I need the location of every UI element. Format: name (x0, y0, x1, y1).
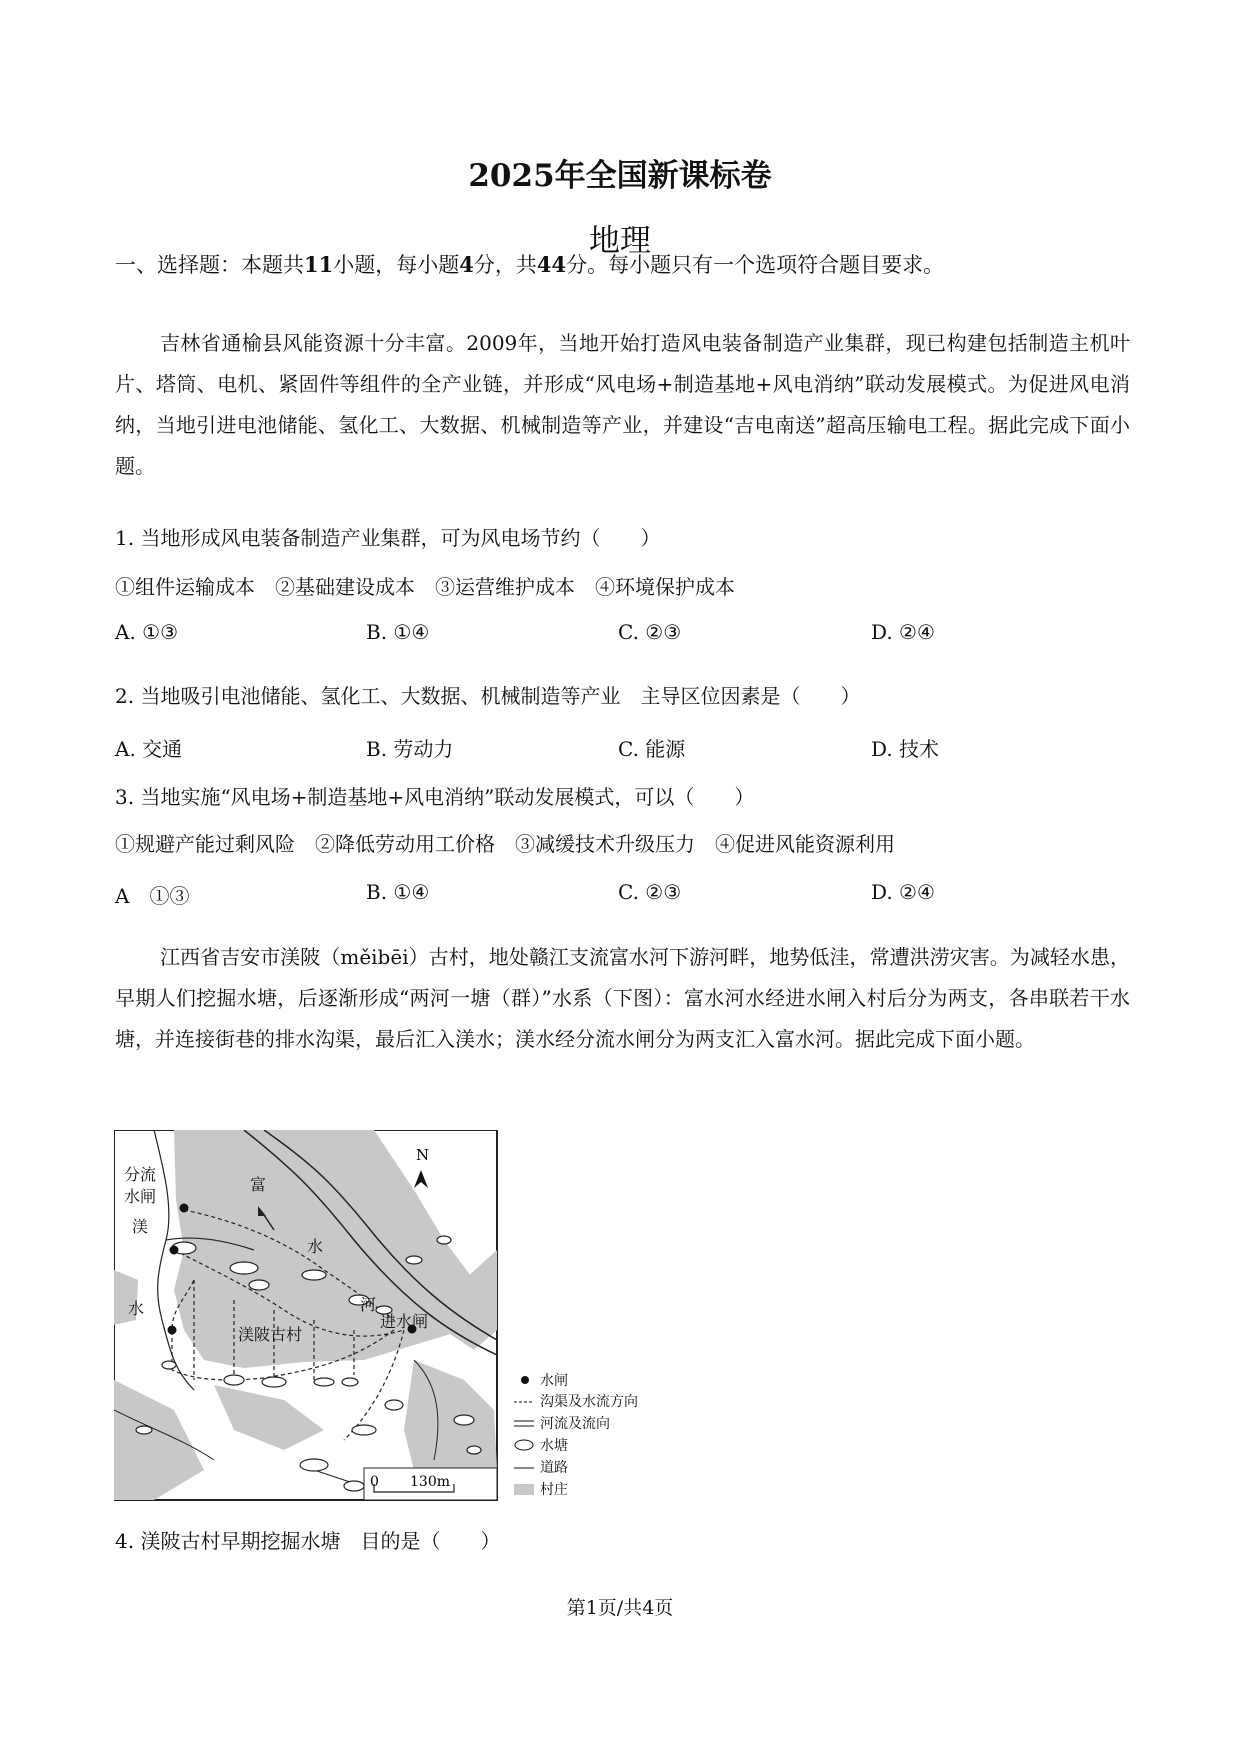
q2-option-b: B. 劳动力 (366, 737, 454, 761)
label-mei: 渼 (132, 1217, 149, 1236)
q3-option-b: B. ①④ (366, 880, 430, 904)
north-label: N (416, 1146, 430, 1164)
label-jinshuizha: 进水闸 (380, 1312, 429, 1331)
legend-road: 道路 (540, 1460, 568, 1476)
q1-option-d: D. ②④ (871, 620, 935, 644)
question-1-items: ①组件运输成本 ②基础建设成本 ③运营维护成本 ④环境保护成本 (115, 575, 735, 599)
label-fushui-shui: 水 (307, 1237, 324, 1256)
water-system-map (114, 1130, 674, 1510)
scale-zero: 0 (370, 1474, 379, 1490)
q2-option-c: C. 能源 (618, 737, 686, 761)
material-1: 吉林省通榆县风能资源十分丰富。2009年，当地开始打造风电装备制造产业集群，现已构建包括制造主机叶片、塔筒、电机、紧固件等组件的全产业链，并形成“风电场+制造基地+风电消纳”联动发展模式。为促进风电消纳，当地引进电池储能、氢化工、大数据、机械制造等产业，并建设“吉电南送”超高压输电工程。据此完成下面小题。 (115, 331, 1130, 478)
question-3-items: ①规避产能过剩风险 ②降低劳动用工价格 ③减缓技术升级压力 ④促进风能资源利用 (115, 832, 895, 856)
subject-title: 地理 (589, 223, 651, 259)
question-2-stem: 2. 当地吸引电池储能、氢化工、大数据、机械制造等产业 主导区位因素是（ ） (115, 684, 861, 708)
legend-sluice: 水闸 (540, 1373, 568, 1389)
label-he: 河 (360, 1295, 377, 1314)
page-footer: 第1页/共4页 (566, 1597, 674, 1619)
legend-river: 河流及流向 (540, 1416, 610, 1432)
q1-option-b: B. ①④ (366, 620, 430, 644)
legend-village-icon (514, 1484, 534, 1495)
q3-option-c: C. ②③ (618, 880, 682, 904)
q3-option-d: D. ②④ (871, 880, 935, 904)
scale-distance: 130m (410, 1474, 450, 1490)
label-meishui-shui: 水 (128, 1299, 145, 1318)
question-4-stem: 4. 渼陂古村早期挖掘水塘 目的是（ ） (115, 1529, 501, 1553)
map-legend (514, 1372, 638, 1498)
legend-canal: 沟渠及水流方向 (540, 1394, 638, 1410)
legend-village: 村庄 (540, 1482, 568, 1498)
label-fu: 富 (250, 1175, 267, 1194)
page-title: 2025年全国新课标卷 (468, 158, 772, 194)
question-3-stem: 3. 当地实施“风电场+制造基地+风电消纳”联动发展模式，可以（ ） (115, 785, 755, 809)
material-2: 江西省吉安市渼陂（měibēi）古村，地处赣江支流富水河下游河畔，地势低洼，常遭洪涝灾害。为减轻水患，早期人们挖掘水塘，后逐渐形成“两河一塘（群）”水系（下图）：富水河水经进水闸入村后分为两支，各串联若干水塘，并连接街巷的排水沟渠，最后汇入渼水；渼水经分流水闸分为两支汇入富水河。据此完成下面小题。 (115, 945, 1130, 1051)
q2-option-a: A. 交通 (115, 737, 183, 761)
label-village: 渼陂古村 (238, 1325, 303, 1344)
label-shuizha: 水闸 (124, 1187, 157, 1206)
section-heading: 一、选择题：本题共11小题，每小题4分，共44分。每小题只有一个选项符合题目要求。 (115, 252, 945, 277)
q1-option-a: A. ①③ (115, 620, 179, 644)
label-fenliu: 分流 (124, 1165, 157, 1184)
question-1-stem: 1. 当地形成风电装备制造产业集群，可为风电场节约（ ） (115, 526, 661, 550)
legend-river-icon (514, 1421, 534, 1426)
q1-option-c: C. ②③ (618, 620, 682, 644)
q3-option-a: A ①③ (115, 884, 190, 908)
q2-option-d: D. 技术 (871, 737, 940, 761)
legend-pond-icon (515, 1440, 533, 1450)
legend-sluice-icon (521, 1376, 529, 1384)
legend-pond: 水塘 (540, 1438, 568, 1454)
